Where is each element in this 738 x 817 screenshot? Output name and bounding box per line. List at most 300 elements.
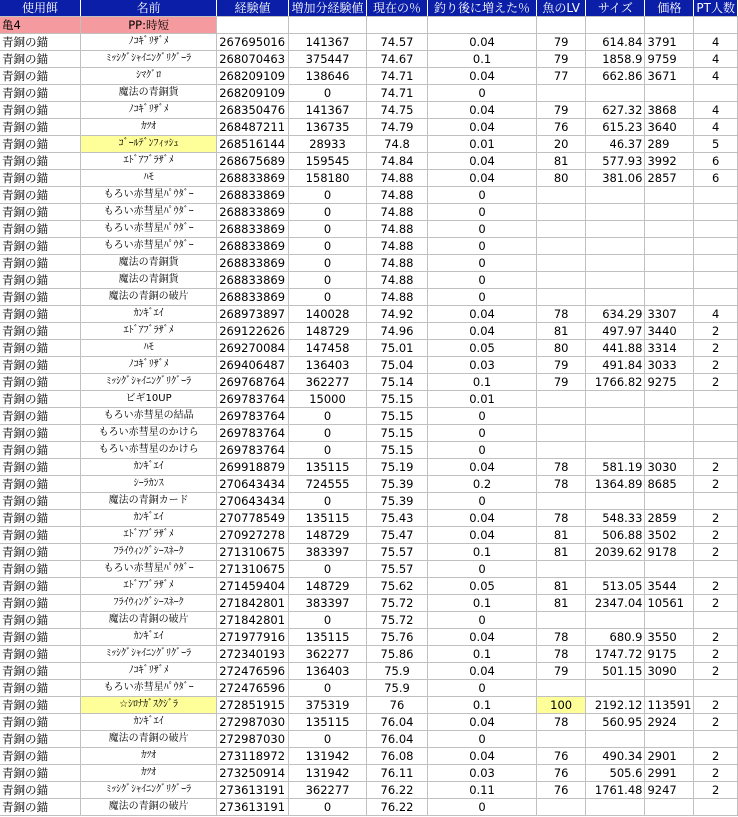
name-cell[interactable]: もろい赤彗星ﾊﾟｳﾀﾞｰ: [80, 204, 216, 221]
party-count-cell[interactable]: 2: [694, 374, 738, 391]
price-cell[interactable]: [645, 408, 694, 425]
level-cell[interactable]: [537, 561, 586, 578]
exp-cell[interactable]: 269406487: [217, 357, 289, 374]
price-cell[interactable]: 289: [645, 136, 694, 153]
gain-cell[interactable]: 383397: [289, 544, 367, 561]
col-header-size[interactable]: サイズ: [586, 0, 645, 17]
bait-cell[interactable]: 青銅の錨: [0, 697, 80, 714]
increase-cell[interactable]: 0.04: [428, 629, 537, 646]
level-cell[interactable]: [537, 204, 586, 221]
pct-cell[interactable]: 75.19: [366, 459, 427, 476]
exp-cell[interactable]: 269270084: [217, 340, 289, 357]
bait-cell[interactable]: 青銅の錨: [0, 578, 80, 595]
bait-cell[interactable]: 青銅の錨: [0, 187, 80, 204]
pct-cell[interactable]: 76.22: [366, 799, 427, 816]
gain-cell[interactable]: 140028: [289, 306, 367, 323]
exp-cell[interactable]: 270643434: [217, 493, 289, 510]
gain-cell[interactable]: 131942: [289, 748, 367, 765]
level-cell[interactable]: 76: [537, 748, 586, 765]
level-cell[interactable]: 79: [537, 34, 586, 51]
exp-cell[interactable]: 271977916: [217, 629, 289, 646]
gain-cell[interactable]: 362277: [289, 374, 367, 391]
level-cell[interactable]: 79: [537, 663, 586, 680]
bait-cell[interactable]: 青銅の錨: [0, 68, 80, 85]
gain-cell[interactable]: 148729: [289, 527, 367, 544]
bait-cell[interactable]: 青銅の錨: [0, 153, 80, 170]
party-count-cell[interactable]: 2: [694, 714, 738, 731]
name-cell[interactable]: ｶﾝｷﾞｴｲ: [80, 629, 216, 646]
col-header-gain[interactable]: 増加分経験値: [289, 0, 367, 17]
exp-cell[interactable]: 268833869: [217, 187, 289, 204]
size-cell[interactable]: [586, 85, 645, 102]
pct-cell[interactable]: 74.92: [366, 306, 427, 323]
pct-cell[interactable]: 75.76: [366, 629, 427, 646]
exp-cell[interactable]: 269783764: [217, 442, 289, 459]
level-cell[interactable]: [537, 255, 586, 272]
bait-cell[interactable]: 青銅の錨: [0, 306, 80, 323]
increase-cell[interactable]: 0.04: [428, 68, 537, 85]
bait-cell[interactable]: 青銅の錨: [0, 221, 80, 238]
gain-cell[interactable]: 0: [289, 289, 367, 306]
level-cell[interactable]: [537, 442, 586, 459]
empty-cell[interactable]: [537, 17, 586, 34]
increase-cell[interactable]: 0: [428, 221, 537, 238]
price-cell[interactable]: [645, 799, 694, 816]
name-cell[interactable]: 魔法の青銅の破片: [80, 731, 216, 748]
gain-cell[interactable]: 0: [289, 221, 367, 238]
name-cell[interactable]: ｴﾄﾞｱﾌﾞﾗｻﾞﾒ: [80, 578, 216, 595]
price-cell[interactable]: [645, 204, 694, 221]
price-cell[interactable]: 2924: [645, 714, 694, 731]
level-cell[interactable]: [537, 799, 586, 816]
party-count-cell[interactable]: 2: [694, 595, 738, 612]
price-cell[interactable]: 3440: [645, 323, 694, 340]
bait-cell[interactable]: 青銅の錨: [0, 731, 80, 748]
size-cell[interactable]: [586, 425, 645, 442]
price-cell[interactable]: [645, 493, 694, 510]
party-count-cell[interactable]: [694, 289, 738, 306]
empty-cell[interactable]: [694, 17, 738, 34]
pct-cell[interactable]: 75.15: [366, 391, 427, 408]
price-cell[interactable]: 8685: [645, 476, 694, 493]
level-cell[interactable]: [537, 680, 586, 697]
size-cell[interactable]: 441.88: [586, 340, 645, 357]
level-cell[interactable]: 79: [537, 357, 586, 374]
name-cell[interactable]: 魔法の青銅貨: [80, 85, 216, 102]
increase-cell[interactable]: 0.04: [428, 119, 537, 136]
bait-cell[interactable]: 青銅の錨: [0, 459, 80, 476]
price-cell[interactable]: 2859: [645, 510, 694, 527]
bait-cell[interactable]: 青銅の錨: [0, 612, 80, 629]
col-header-pct[interactable]: 現在の％: [366, 0, 427, 17]
size-cell[interactable]: [586, 561, 645, 578]
gain-cell[interactable]: 0: [289, 612, 367, 629]
exp-cell[interactable]: 273613191: [217, 782, 289, 799]
pct-cell[interactable]: 75.15: [366, 408, 427, 425]
party-count-cell[interactable]: 4: [694, 306, 738, 323]
gain-cell[interactable]: 0: [289, 408, 367, 425]
pct-cell[interactable]: 74.79: [366, 119, 427, 136]
bait-cell[interactable]: 青銅の錨: [0, 357, 80, 374]
level-cell[interactable]: 79: [537, 102, 586, 119]
price-cell[interactable]: 3090: [645, 663, 694, 680]
increase-cell[interactable]: 0: [428, 561, 537, 578]
pct-cell[interactable]: 75.86: [366, 646, 427, 663]
party-count-cell[interactable]: 2: [694, 323, 738, 340]
name-cell[interactable]: 魔法の青銅貨: [80, 272, 216, 289]
party-count-cell[interactable]: [694, 255, 738, 272]
info-bait[interactable]: 亀4: [0, 17, 80, 34]
name-cell[interactable]: もろい赤彗星ﾊﾟｳﾀﾞｰ: [80, 238, 216, 255]
price-cell[interactable]: 3307: [645, 306, 694, 323]
level-cell[interactable]: 76: [537, 119, 586, 136]
price-cell[interactable]: 3030: [645, 459, 694, 476]
gain-cell[interactable]: 0: [289, 85, 367, 102]
gain-cell[interactable]: 135115: [289, 629, 367, 646]
party-count-cell[interactable]: 2: [694, 765, 738, 782]
increase-cell[interactable]: 0: [428, 425, 537, 442]
name-cell[interactable]: ﾉｺｷﾞﾘｻﾞﾒ: [80, 357, 216, 374]
name-cell[interactable]: 魔法の青銅の破片: [80, 612, 216, 629]
col-header-price[interactable]: 価格: [645, 0, 694, 17]
party-count-cell[interactable]: 2: [694, 748, 738, 765]
name-cell[interactable]: もろい赤彗星のかけら: [80, 425, 216, 442]
bait-cell[interactable]: 青銅の錨: [0, 629, 80, 646]
bait-cell[interactable]: 青銅の錨: [0, 255, 80, 272]
exp-cell[interactable]: 272476596: [217, 663, 289, 680]
level-cell[interactable]: [537, 391, 586, 408]
increase-cell[interactable]: 0.04: [428, 306, 537, 323]
exp-cell[interactable]: 269783764: [217, 391, 289, 408]
increase-cell[interactable]: 0: [428, 442, 537, 459]
exp-cell[interactable]: 272340193: [217, 646, 289, 663]
level-cell[interactable]: [537, 238, 586, 255]
party-count-cell[interactable]: 4: [694, 102, 738, 119]
gain-cell[interactable]: 0: [289, 731, 367, 748]
gain-cell[interactable]: 362277: [289, 782, 367, 799]
pct-cell[interactable]: 76.08: [366, 748, 427, 765]
exp-cell[interactable]: 268350476: [217, 102, 289, 119]
exp-cell[interactable]: 273613191: [217, 799, 289, 816]
party-count-cell[interactable]: [694, 221, 738, 238]
increase-cell[interactable]: 0.1: [428, 697, 537, 714]
level-cell[interactable]: 81: [537, 153, 586, 170]
size-cell[interactable]: 506.88: [586, 527, 645, 544]
increase-cell[interactable]: 0.04: [428, 714, 537, 731]
party-count-cell[interactable]: 2: [694, 782, 738, 799]
price-cell[interactable]: 3502: [645, 527, 694, 544]
party-count-cell[interactable]: 2: [694, 459, 738, 476]
name-cell[interactable]: もろい赤彗星の結晶: [80, 408, 216, 425]
size-cell[interactable]: [586, 289, 645, 306]
price-cell[interactable]: 9275: [645, 374, 694, 391]
increase-cell[interactable]: 0: [428, 408, 537, 425]
pct-cell[interactable]: 76.22: [366, 782, 427, 799]
bait-cell[interactable]: 青銅の錨: [0, 476, 80, 493]
party-count-cell[interactable]: [694, 408, 738, 425]
info-note[interactable]: PP:時短: [80, 17, 216, 34]
party-count-cell[interactable]: 4: [694, 51, 738, 68]
level-cell[interactable]: 81: [537, 323, 586, 340]
name-cell[interactable]: ｴﾄﾞｱﾌﾞﾗｻﾞﾒ: [80, 153, 216, 170]
pct-cell[interactable]: 74.88: [366, 238, 427, 255]
size-cell[interactable]: 501.15: [586, 663, 645, 680]
party-count-cell[interactable]: 2: [694, 510, 738, 527]
pct-cell[interactable]: 74.57: [366, 34, 427, 51]
empty-cell[interactable]: [645, 17, 694, 34]
pct-cell[interactable]: 75.01: [366, 340, 427, 357]
price-cell[interactable]: 3671: [645, 68, 694, 85]
gain-cell[interactable]: 0: [289, 442, 367, 459]
empty-cell[interactable]: [366, 17, 427, 34]
name-cell[interactable]: ｶﾝｷﾞｴｲ: [80, 459, 216, 476]
exp-cell[interactable]: 268833869: [217, 170, 289, 187]
party-count-cell[interactable]: 4: [694, 68, 738, 85]
pct-cell[interactable]: 75.9: [366, 663, 427, 680]
increase-cell[interactable]: 0.05: [428, 340, 537, 357]
party-count-cell[interactable]: [694, 799, 738, 816]
pct-cell[interactable]: 74.71: [366, 68, 427, 85]
exp-cell[interactable]: 272851915: [217, 697, 289, 714]
name-cell[interactable]: ﾊﾓ: [80, 170, 216, 187]
name-cell[interactable]: 魔法の青銅貨: [80, 255, 216, 272]
exp-cell[interactable]: 268833869: [217, 238, 289, 255]
bait-cell[interactable]: 青銅の錨: [0, 527, 80, 544]
size-cell[interactable]: 548.33: [586, 510, 645, 527]
size-cell[interactable]: [586, 493, 645, 510]
price-cell[interactable]: 10561: [645, 595, 694, 612]
price-cell[interactable]: [645, 255, 694, 272]
pct-cell[interactable]: 76.11: [366, 765, 427, 782]
exp-cell[interactable]: 269768764: [217, 374, 289, 391]
level-cell[interactable]: 80: [537, 340, 586, 357]
increase-cell[interactable]: 0.04: [428, 102, 537, 119]
name-cell[interactable]: ☆ｼﾛﾅｶﾞｽｸｼﾞﾗ: [80, 697, 216, 714]
bait-cell[interactable]: 青銅の錨: [0, 799, 80, 816]
col-header-inc[interactable]: 釣り後に増えた％: [428, 0, 537, 17]
bait-cell[interactable]: 青銅の錨: [0, 34, 80, 51]
gain-cell[interactable]: 135115: [289, 459, 367, 476]
level-cell[interactable]: 77: [537, 68, 586, 85]
price-cell[interactable]: [645, 289, 694, 306]
gain-cell[interactable]: 375319: [289, 697, 367, 714]
bait-cell[interactable]: 青銅の錨: [0, 510, 80, 527]
party-count-cell[interactable]: [694, 238, 738, 255]
size-cell[interactable]: 614.84: [586, 34, 645, 51]
size-cell[interactable]: [586, 680, 645, 697]
gain-cell[interactable]: 724555: [289, 476, 367, 493]
bait-cell[interactable]: 青銅の錨: [0, 289, 80, 306]
price-cell[interactable]: [645, 187, 694, 204]
gain-cell[interactable]: 135115: [289, 510, 367, 527]
level-cell[interactable]: 80: [537, 170, 586, 187]
price-cell[interactable]: [645, 680, 694, 697]
level-cell[interactable]: 100: [537, 697, 586, 714]
size-cell[interactable]: [586, 204, 645, 221]
price-cell[interactable]: [645, 272, 694, 289]
gain-cell[interactable]: 148729: [289, 578, 367, 595]
bait-cell[interactable]: 青銅の錨: [0, 765, 80, 782]
gain-cell[interactable]: 0: [289, 493, 367, 510]
name-cell[interactable]: ｶﾂｵ: [80, 765, 216, 782]
exp-cell[interactable]: 271842801: [217, 612, 289, 629]
increase-cell[interactable]: 0: [428, 85, 537, 102]
party-count-cell[interactable]: 2: [694, 544, 738, 561]
gain-cell[interactable]: 141367: [289, 34, 367, 51]
increase-cell[interactable]: 0: [428, 680, 537, 697]
empty-cell[interactable]: [289, 17, 367, 34]
exp-cell[interactable]: 271459404: [217, 578, 289, 595]
pct-cell[interactable]: 75.14: [366, 374, 427, 391]
price-cell[interactable]: 3868: [645, 102, 694, 119]
party-count-cell[interactable]: 2: [694, 357, 738, 374]
price-cell[interactable]: 3314: [645, 340, 694, 357]
gain-cell[interactable]: 136403: [289, 357, 367, 374]
pct-cell[interactable]: 75.72: [366, 612, 427, 629]
pct-cell[interactable]: 74.88: [366, 170, 427, 187]
level-cell[interactable]: [537, 408, 586, 425]
party-count-cell[interactable]: [694, 731, 738, 748]
level-cell[interactable]: [537, 612, 586, 629]
size-cell[interactable]: [586, 408, 645, 425]
party-count-cell[interactable]: [694, 425, 738, 442]
pct-cell[interactable]: 75.62: [366, 578, 427, 595]
pct-cell[interactable]: 74.88: [366, 289, 427, 306]
bait-cell[interactable]: 青銅の錨: [0, 646, 80, 663]
gain-cell[interactable]: 148729: [289, 323, 367, 340]
name-cell[interactable]: ｶﾝｷﾞｴｲ: [80, 306, 216, 323]
empty-cell[interactable]: [217, 17, 289, 34]
name-cell[interactable]: もろい赤彗星のかけら: [80, 442, 216, 459]
pct-cell[interactable]: 75.43: [366, 510, 427, 527]
price-cell[interactable]: [645, 442, 694, 459]
pct-cell[interactable]: 75.9: [366, 680, 427, 697]
increase-cell[interactable]: 0.03: [428, 765, 537, 782]
party-count-cell[interactable]: 2: [694, 340, 738, 357]
pct-cell[interactable]: 75.39: [366, 493, 427, 510]
size-cell[interactable]: 491.84: [586, 357, 645, 374]
pct-cell[interactable]: 74.88: [366, 221, 427, 238]
bait-cell[interactable]: 青銅の錨: [0, 51, 80, 68]
price-cell[interactable]: [645, 85, 694, 102]
size-cell[interactable]: 1364.89: [586, 476, 645, 493]
name-cell[interactable]: ﾌﾗｲｳｨﾝｸﾞｼｰｽﾈｰｸ: [80, 544, 216, 561]
name-cell[interactable]: ﾐｯｼｸﾞｼｬｲﾆﾝｸﾞﾘｸﾞｰﾗ: [80, 782, 216, 799]
gain-cell[interactable]: 136403: [289, 663, 367, 680]
increase-cell[interactable]: 0: [428, 272, 537, 289]
pct-cell[interactable]: 74.75: [366, 102, 427, 119]
exp-cell[interactable]: 268833869: [217, 221, 289, 238]
increase-cell[interactable]: 0.1: [428, 374, 537, 391]
bait-cell[interactable]: 青銅の錨: [0, 204, 80, 221]
name-cell[interactable]: ﾐｯｼｸﾞｼｬｲﾆﾝｸﾞﾘｸﾞｰﾗ: [80, 51, 216, 68]
size-cell[interactable]: [586, 187, 645, 204]
pct-cell[interactable]: 74.88: [366, 255, 427, 272]
level-cell[interactable]: [537, 272, 586, 289]
level-cell[interactable]: 78: [537, 510, 586, 527]
pct-cell[interactable]: 74.8: [366, 136, 427, 153]
exp-cell[interactable]: 268833869: [217, 255, 289, 272]
increase-cell[interactable]: 0.04: [428, 153, 537, 170]
size-cell[interactable]: [586, 221, 645, 238]
bait-cell[interactable]: 青銅の錨: [0, 238, 80, 255]
pct-cell[interactable]: 74.84: [366, 153, 427, 170]
increase-cell[interactable]: 0: [428, 187, 537, 204]
size-cell[interactable]: [586, 612, 645, 629]
name-cell[interactable]: ﾐｯｼｸﾞｼｬｲﾆﾝｸﾞﾘｸﾞｰﾗ: [80, 374, 216, 391]
name-cell[interactable]: 魔法の青銅の破片: [80, 799, 216, 816]
exp-cell[interactable]: 268833869: [217, 272, 289, 289]
size-cell[interactable]: [586, 731, 645, 748]
bait-cell[interactable]: 青銅の錨: [0, 714, 80, 731]
pct-cell[interactable]: 74.88: [366, 204, 427, 221]
increase-cell[interactable]: 0.04: [428, 510, 537, 527]
price-cell[interactable]: [645, 561, 694, 578]
increase-cell[interactable]: 0: [428, 204, 537, 221]
size-cell[interactable]: 381.06: [586, 170, 645, 187]
size-cell[interactable]: 1766.82: [586, 374, 645, 391]
exp-cell[interactable]: 268833869: [217, 204, 289, 221]
level-cell[interactable]: [537, 289, 586, 306]
price-cell[interactable]: 2901: [645, 748, 694, 765]
size-cell[interactable]: 662.86: [586, 68, 645, 85]
gain-cell[interactable]: 0: [289, 272, 367, 289]
increase-cell[interactable]: 0.04: [428, 663, 537, 680]
price-cell[interactable]: 3550: [645, 629, 694, 646]
pct-cell[interactable]: 75.47: [366, 527, 427, 544]
price-cell[interactable]: 9247: [645, 782, 694, 799]
party-count-cell[interactable]: 2: [694, 476, 738, 493]
col-header-pt[interactable]: PT人数: [694, 0, 738, 17]
increase-cell[interactable]: 0: [428, 612, 537, 629]
price-cell[interactable]: [645, 425, 694, 442]
size-cell[interactable]: 680.9: [586, 629, 645, 646]
bait-cell[interactable]: 青銅の錨: [0, 442, 80, 459]
party-count-cell[interactable]: [694, 391, 738, 408]
size-cell[interactable]: [586, 442, 645, 459]
gain-cell[interactable]: 15000: [289, 391, 367, 408]
name-cell[interactable]: ｼｰﾗｶﾝｽ: [80, 476, 216, 493]
party-count-cell[interactable]: 5: [694, 136, 738, 153]
name-cell[interactable]: ｶﾂｵ: [80, 119, 216, 136]
bait-cell[interactable]: 青銅の錨: [0, 748, 80, 765]
gain-cell[interactable]: 383397: [289, 595, 367, 612]
bait-cell[interactable]: 青銅の錨: [0, 408, 80, 425]
level-cell[interactable]: [537, 187, 586, 204]
exp-cell[interactable]: 270778549: [217, 510, 289, 527]
name-cell[interactable]: ｴﾄﾞｱﾌﾞﾗｻﾞﾒ: [80, 323, 216, 340]
bait-cell[interactable]: 青銅の錨: [0, 374, 80, 391]
col-header-lv[interactable]: 魚のLV: [537, 0, 586, 17]
size-cell[interactable]: 490.34: [586, 748, 645, 765]
increase-cell[interactable]: 0: [428, 238, 537, 255]
name-cell[interactable]: もろい赤彗星ﾊﾟｳﾀﾞｰ: [80, 561, 216, 578]
party-count-cell[interactable]: 2: [694, 527, 738, 544]
party-count-cell[interactable]: 2: [694, 646, 738, 663]
bait-cell[interactable]: 青銅の錨: [0, 340, 80, 357]
gain-cell[interactable]: 0: [289, 680, 367, 697]
pct-cell[interactable]: 74.88: [366, 187, 427, 204]
increase-cell[interactable]: 0.04: [428, 34, 537, 51]
gain-cell[interactable]: 362277: [289, 646, 367, 663]
pct-cell[interactable]: 75.57: [366, 561, 427, 578]
exp-cell[interactable]: 272987030: [217, 714, 289, 731]
exp-cell[interactable]: 271310675: [217, 544, 289, 561]
price-cell[interactable]: [645, 221, 694, 238]
size-cell[interactable]: 577.93: [586, 153, 645, 170]
bait-cell[interactable]: 青銅の錨: [0, 119, 80, 136]
gain-cell[interactable]: 141367: [289, 102, 367, 119]
